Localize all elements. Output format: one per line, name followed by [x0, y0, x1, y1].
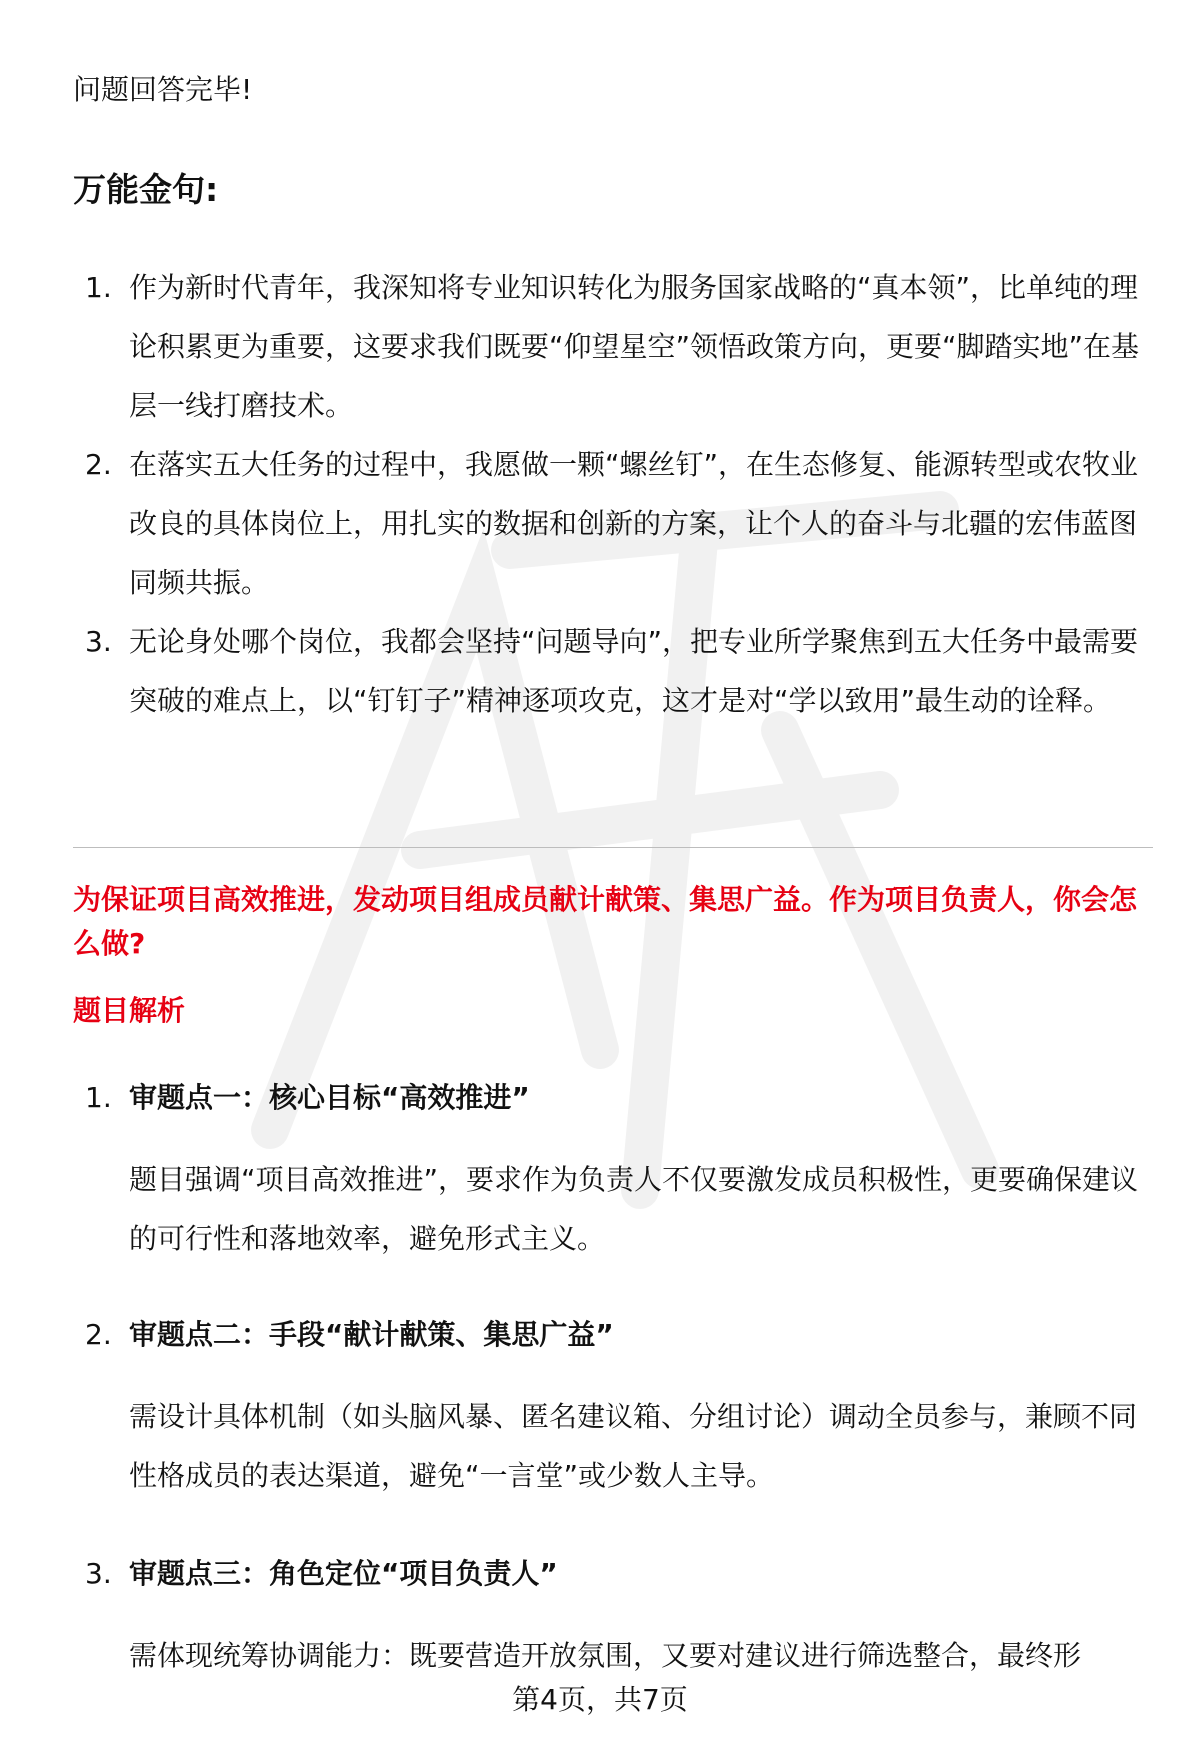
analysis-point-body: 题目强调“项目高效推进”，要求作为负责人不仅要激发成员积极性，更要确保建议的可行性和落地效率，避免形式主义。: [129, 1163, 1139, 1255]
analysis-point-title: [73, 1313, 1148, 1357]
list-item-text: 无论身处哪个岗位，我都会坚持“问题导向”，把专业所学聚焦到五大任务中最需要突破的难点上，以“钉钉子”精神逐项攻克，这才是对“学以致用”最生动的诠释。: [129, 625, 1139, 717]
list-item-number: 2.: [85, 448, 112, 481]
analysis-point-title-text: 审题点三：角色定位“项目负责人”: [129, 1557, 558, 1590]
golden-sentences-list: [73, 258, 1148, 730]
list-item: [73, 258, 1148, 435]
question-text: 为保证项目高效推进，发动项目组成员献计献策、集思广益。作为项目负责人，你会怎么做?: [73, 883, 1138, 960]
analysis-point: [73, 1313, 1148, 1505]
page-footer: 第4页，共7页: [512, 1683, 688, 1716]
analysis-point: [73, 1076, 1148, 1268]
golden-sentences-heading: 万能金句:: [73, 170, 219, 209]
analysis-point-body: 需体现统筹协调能力：既要营造开放氛围，又要对建议进行筛选整合，最终形: [129, 1639, 1082, 1672]
analysis-point-number: 3.: [85, 1557, 112, 1590]
analysis-point-number: 2.: [85, 1318, 112, 1351]
analysis-point-title-text: 审题点一：核心目标“高效推进”: [129, 1081, 530, 1114]
list-item: [73, 612, 1148, 730]
analysis-heading: 题目解析: [73, 994, 186, 1027]
list-item-number: 1.: [85, 271, 112, 304]
list-item-text: 在落实五大任务的过程中，我愿做一颗“螺丝钉”，在生态修复、能源转型或农牧业改良的具体岗位上，用扎实的数据和创新的方案，让个人的奋斗与北疆的宏伟蓝图同频共振。: [129, 448, 1139, 599]
analysis-point-body: 需设计具体机制（如头脑风暴、匿名建议箱、分组讨论）调动全员参与，兼顾不同性格成员的表达渠道，避免“一言堂”或少数人主导。: [129, 1400, 1138, 1492]
analysis-point-title: [73, 1552, 1148, 1596]
list-item: [73, 435, 1148, 612]
analysis-point-title-text: 审题点二：手段“献计献策、集思广益”: [129, 1318, 614, 1351]
analysis-point-number: 1.: [85, 1081, 112, 1114]
analysis-point-title: [73, 1076, 1148, 1120]
list-item-text: 作为新时代青年，我深知将专业知识转化为服务国家战略的“真本领”，比单纯的理论积累更为重要，这要求我们既要“仰望星空”领悟政策方向，更要“脚踏实地”在基层一线打磨技术。: [129, 271, 1140, 422]
list-item-number: 3.: [85, 625, 112, 658]
analysis-point: [73, 1552, 1148, 1685]
section-divider: [73, 847, 1153, 848]
intro-text: 问题回答完毕!: [73, 73, 253, 106]
